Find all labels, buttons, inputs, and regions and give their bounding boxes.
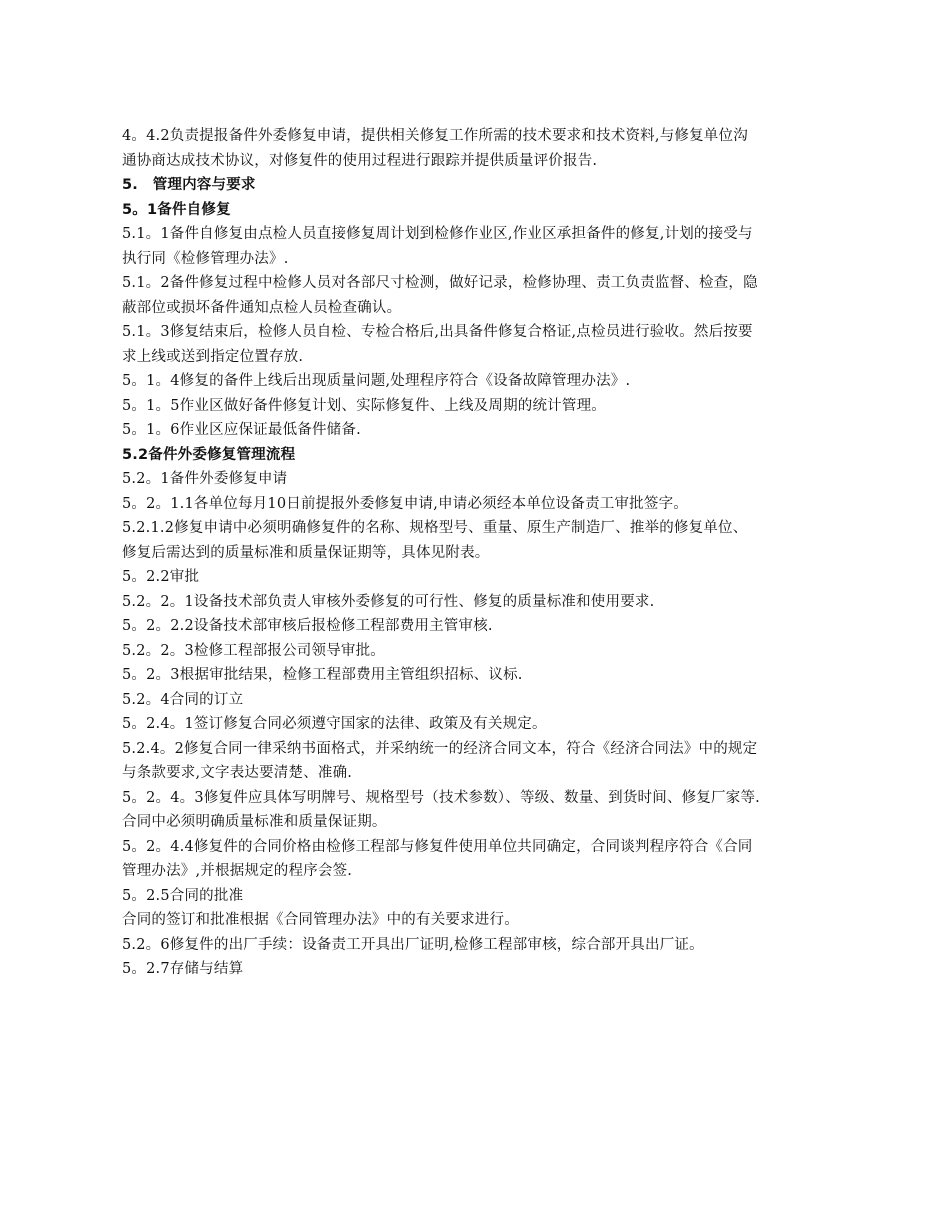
text-line: 蔽部位或损坏备件通知点检人员检查确认。 [122,299,402,316]
section-heading: 5. 管理内容与要求 [122,177,256,193]
text-line: 5.2。2。3检修工程部报公司领导审批。 [122,642,386,659]
text-line: 通协商达成技术协议，对修复件的使用过程进行跟踪并提供质量评价报告. [122,152,598,169]
text-line: 与条款要求,文字表达要清楚、准确. [122,765,353,781]
text-line: 5。2。4.4修复件的合同价格由检修工程部与修复件使用单位共同确定，合同谈判程序符合《合同 [122,838,753,855]
text-line: 5。1。5作业区做好备件修复计划、实际修复件、上线及周期的统计管理。 [122,397,606,414]
text-line: 5。2.2审批 [122,569,200,585]
section-heading: 5。1备件自修复 [122,201,231,218]
text-line: 5.2。4合同的订立 [122,691,244,708]
text-line: 5。2.4。1签订修复合同必须遵守国家的法律、政策及有关规定。 [122,716,547,732]
text-line: 5.2。1备件外委修复申请 [122,471,288,487]
text-line: 5。2.7存储与结算 [122,961,244,977]
text-line: 5。2。4。3修复件应具体写明牌号、规格型号（技术参数）、等级、数量、到货时间、修复厂家等. [122,789,760,806]
text-line: 合同中必须明确质量标准和质量保证期。 [122,814,387,830]
text-line: 5。1。6作业区应保证最低备件储备. [122,422,361,438]
text-line: 5.2.4。2修复合同一律采纳书面格式，并采纳统一的经济合同文本，符合《经济合同法》中的规定 [122,740,758,757]
text-line: 5.2.1.2修复申请中必须明确修复件的名称、规格型号、重量、原生产制造厂、推举的修复单位、 [122,520,748,536]
text-line: 5。1。4修复的备件上线后出现质量问题,处理程序符合《设备故障管理办法》. [122,373,631,389]
text-line: 5。2。3根据审批结果，检修工程部费用主管组织招标、议标. [122,667,523,683]
text-line: 4。4.2负责提报备件外委修复申请，提供相关修复工作所需的技术要求和技术资料,与修复单位沟 [122,128,748,144]
text-line: 5。2。1.1各单位每月10日前提报外委修复申请,申请必须经本单位设备责工审批签字。 [122,495,688,512]
text-line: 5.1。2备件修复过程中检修人员对各部尺寸检测，做好记录，检修协理、责工负责监督、检查，隐 [122,275,758,291]
document-body [122,124,842,982]
text-line: 执行同《检修管理办法》. [122,250,289,267]
text-line: 5.1。1备件自修复由点检人员直接修复周计划到检修作业区,作业区承担备件的修复,计划的接受与 [122,226,753,242]
text-line: 合同的签订和批准根据《合同管理办法》中的有关要求进行。 [122,912,519,928]
text-line: 5.1。3修复结束后，检修人员自检、专检合格后,出具备件修复合格证,点检员进行验收。然后按要 [122,324,753,340]
section-heading: 5.2备件外委修复管理流程 [122,446,296,463]
text-line: 5。2.5合同的批准 [122,887,244,904]
text-line: 5。2。2.2设备技术部审核后报检修工程部费用主管审核. [122,618,493,634]
text-line: 5.2。6修复件的出厂手续：设备责工开具出厂证明,检修工程部审核，综合部开具出厂证。 [122,936,704,953]
text-line: 求上线或送到指定位置存放. [122,348,304,365]
text-line: 5.2。2。1设备技术部负责人审核外委修复的可行性、修复的质量标准和使用要求. [122,593,655,610]
text-line: 管理办法》,并根据规定的程序会签. [122,863,353,879]
text-line: 修复后需达到的质量标准和质量保证期等，具体见附表。 [122,544,490,561]
